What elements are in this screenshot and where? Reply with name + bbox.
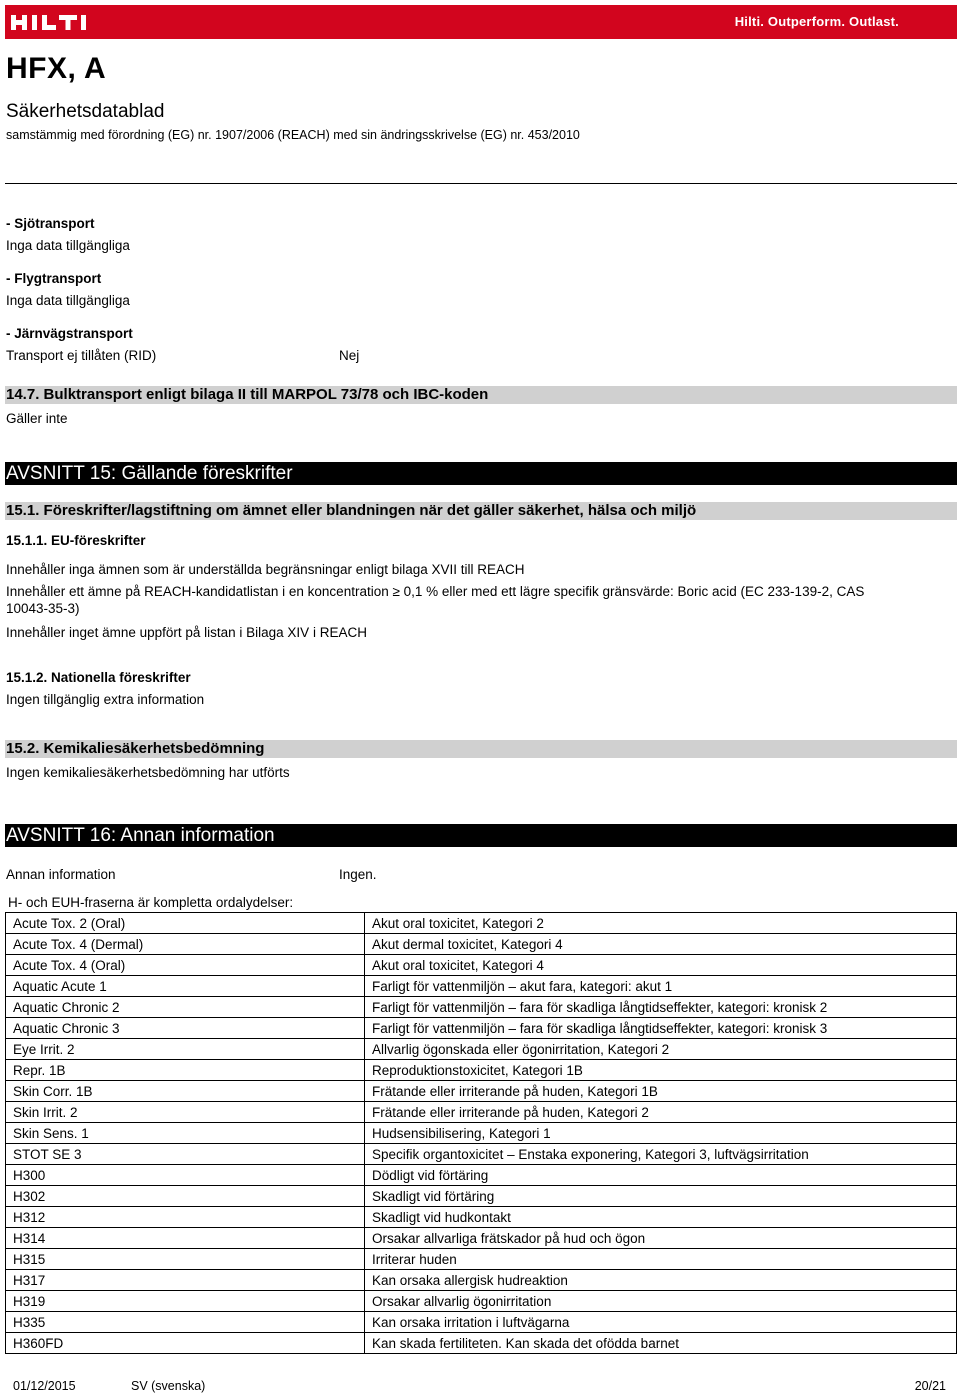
hazard-code: H314 [6, 1228, 365, 1249]
rail-transport-label: - Järnvägstransport [6, 326, 133, 341]
hazard-text: Farligt för vattenmiljön – fara för skadliga långtidseffekter, kategori: kronisk 3 [365, 1018, 957, 1039]
other-info-label: Annan information [6, 867, 116, 882]
hazard-text: Orsakar allvarlig ögonirritation [365, 1291, 957, 1312]
table-row [6, 1081, 957, 1102]
slogan: Hilti. Outperform. Outlast. [734, 14, 899, 29]
footer-language: SV (svenska) [131, 1379, 206, 1393]
table-row [6, 1144, 957, 1165]
eu-line-3: Innehåller inget ämne uppfört på listan i Bilaga XIV i REACH [6, 625, 367, 640]
hazard-code: Skin Sens. 1 [6, 1123, 365, 1144]
bulk-transport-value: Gäller inte [6, 411, 68, 426]
product-name: HFX, A [6, 52, 107, 85]
header-bar [5, 5, 957, 39]
hazard-code: Eye Irrit. 2 [6, 1039, 365, 1060]
hazard-code: H315 [6, 1249, 365, 1270]
header-divider [5, 183, 957, 184]
hazard-text: Akut dermal toxicitet, Kategori 4 [365, 934, 957, 955]
chemical-safety-value: Ingen kemikaliesäkerhetsbedömning har utförts [6, 765, 290, 780]
table-row [6, 955, 957, 976]
table-row [6, 1207, 957, 1228]
hilti-logo [11, 11, 131, 33]
hazard-code: H319 [6, 1291, 365, 1312]
footer-page-number: 20/21 [914, 1379, 946, 1393]
hazard-text: Akut oral toxicitet, Kategori 2 [365, 913, 957, 934]
air-transport-value: Inga data tillgängliga [6, 293, 130, 308]
eu-line-1: Innehåller inga ämnen som är underställda begränsningar enligt bilaga XVII till REACH [6, 562, 525, 577]
footer-date: 01/12/2015 [13, 1379, 76, 1393]
hazard-code: STOT SE 3 [6, 1144, 365, 1165]
hazard-code: Aquatic Chronic 2 [6, 997, 365, 1018]
hazard-code: Aquatic Chronic 3 [6, 1018, 365, 1039]
hazard-code: H312 [6, 1207, 365, 1228]
hazard-text: Reproduktionstoxicitet, Kategori 1B [365, 1060, 957, 1081]
hazard-text: Akut oral toxicitet, Kategori 4 [365, 955, 957, 976]
hazard-code: H300 [6, 1165, 365, 1186]
hazard-phrases-table [5, 912, 957, 1354]
hazard-code: Acute Tox. 4 (Oral) [6, 955, 365, 976]
national-regulations-heading: 15.1.2. Nationella föreskrifter [6, 670, 191, 685]
hazard-text: Kan orsaka allergisk hudreaktion [365, 1270, 957, 1291]
table-row [6, 1249, 957, 1270]
sea-transport-label: - Sjötransport [6, 216, 95, 231]
table-row [6, 1018, 957, 1039]
air-transport-label: - Flygtransport [6, 271, 102, 286]
eu-line-2b: 10043-35-3) [6, 601, 80, 616]
table-row [6, 934, 957, 955]
section-16-heading: AVSNITT 16: Annan information [5, 824, 957, 847]
hazard-code: H360FD [6, 1333, 365, 1354]
hazard-code: Skin Corr. 1B [6, 1081, 365, 1102]
slogan-area [639, 5, 957, 39]
hazard-code: Repr. 1B [6, 1060, 365, 1081]
table-row [6, 1270, 957, 1291]
document-title: Säkerhetsdatablad [6, 101, 165, 122]
hazard-text: Frätande eller irriterande på huden, Kategori 1B [365, 1081, 957, 1102]
table-row [6, 1102, 957, 1123]
table-row [6, 1291, 957, 1312]
hazard-code: H317 [6, 1270, 365, 1291]
hazard-text: Orsakar allvarliga frätskador på hud och ögon [365, 1228, 957, 1249]
table-row [6, 1333, 957, 1354]
hazard-text: Hudsensibilisering, Kategori 1 [365, 1123, 957, 1144]
hazard-text: Specifik organtoxicitet – Enstaka exponering, Kategori 3, luftvägsirritation [365, 1144, 957, 1165]
hazard-code: Acute Tox. 4 (Dermal) [6, 934, 365, 955]
table-row [6, 1123, 957, 1144]
rail-transport-value: Nej [339, 348, 360, 363]
rail-transport-field: Transport ej tillåten (RID) [6, 348, 157, 363]
hazard-text: Skadligt vid förtäring [365, 1186, 957, 1207]
hazard-text: Farligt för vattenmiljön – akut fara, kategori: akut 1 [365, 976, 957, 997]
eu-regulations-heading: 15.1.1. EU-föreskrifter [6, 533, 146, 548]
bulk-transport-heading: 14.7. Bulktransport enligt bilaga II till MARPOL 73/78 och IBC-koden [5, 386, 957, 404]
national-regulations-value: Ingen tillgänglig extra information [6, 692, 205, 707]
hazard-text: Farligt för vattenmiljön – fara för skadliga långtidseffekter, kategori: kronisk 2 [365, 997, 957, 1018]
section-15-1-heading: 15.1. Föreskrifter/lagstiftning om ämnet eller blandningen när det gäller säkerhet, hälsa och miljö [5, 502, 957, 520]
section-15-heading: AVSNITT 15: Gällande föreskrifter [5, 462, 957, 485]
sea-transport-value: Inga data tillgängliga [6, 238, 130, 253]
table-row [6, 913, 957, 934]
hazard-code: Aquatic Acute 1 [6, 976, 365, 997]
hazard-code: H302 [6, 1186, 365, 1207]
table-row [6, 1060, 957, 1081]
other-info-value: Ingen. [339, 867, 377, 882]
hazard-text: Irriterar huden [365, 1249, 957, 1270]
hazard-code: Acute Tox. 2 (Oral) [6, 913, 365, 934]
table-row [6, 1312, 957, 1333]
table-row [6, 1039, 957, 1060]
hazard-code: Skin Irrit. 2 [6, 1102, 365, 1123]
phrases-caption: H- och EUH-fraserna är kompletta ordalydelser: [8, 895, 294, 910]
document-subtitle: samstämmig med förordning (EG) nr. 1907/2006 (REACH) med sin ändringsskrivelse (EG) nr. 453/2010 [6, 128, 580, 142]
chemical-safety-heading: 15.2. Kemikaliesäkerhetsbedömning [5, 740, 957, 758]
table-row [6, 976, 957, 997]
hazard-text: Kan skada fertiliteten. Kan skada det ofödda barnet [365, 1333, 957, 1354]
hazard-text: Kan orsaka irritation i luftvägarna [365, 1312, 957, 1333]
table-row [6, 1186, 957, 1207]
table-row [6, 997, 957, 1018]
eu-line-2a: Innehåller ett ämne på REACH-kandidatlistan i en koncentration ≥ 0,1 % eller med ett lägre specifik gränsvärde: Boric acid (EC 233-139-2, CAS [6, 584, 865, 599]
hazard-text: Dödligt vid förtäring [365, 1165, 957, 1186]
hazard-text: Allvarlig ögonskada eller ögonirritation, Kategori 2 [365, 1039, 957, 1060]
table-row [6, 1165, 957, 1186]
hazard-text: Frätande eller irriterande på huden, Kategori 2 [365, 1102, 957, 1123]
hazard-text: Skadligt vid hudkontakt [365, 1207, 957, 1228]
hazard-code: H335 [6, 1312, 365, 1333]
table-row [6, 1228, 957, 1249]
